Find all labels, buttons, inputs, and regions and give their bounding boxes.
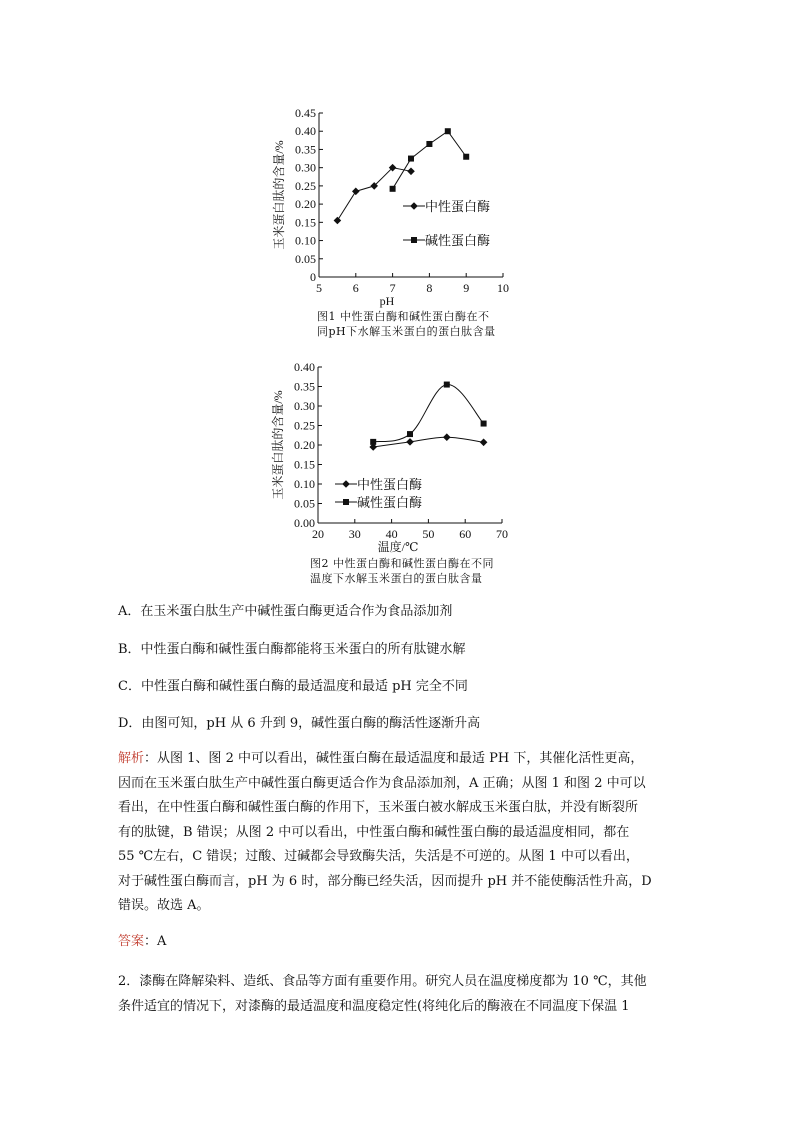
legend-label: 中性蛋白酶 [357, 477, 423, 492]
analysis-line-3: 看出，在中性蛋白酶和碱性蛋白酶的作用下，玉米蛋白被水解成玉米蛋白肽，并没有断裂所 [118, 800, 639, 815]
option-d: D．由图可知，pH 从 6 升到 9，碱性蛋白酶的酶活性逐渐升高 [118, 716, 481, 731]
fig2-caption-line-2: 温度下水解玉米蛋白的蛋白肽含量 [310, 572, 483, 585]
y-tick-label: 0.15 [294, 457, 315, 472]
x-tick-label: 50 [422, 527, 435, 541]
x-tick-label: 8 [426, 281, 433, 295]
analysis-colon: ： [144, 751, 158, 766]
data-point-square [370, 439, 376, 445]
x-axis-label: pH [379, 294, 395, 308]
data-point-diamond [443, 433, 451, 441]
analysis-line-1 [118, 747, 684, 772]
y-tick-label: 0.30 [294, 399, 315, 413]
series-line-square [393, 131, 467, 189]
x-tick-label: 40 [385, 527, 398, 541]
x-tick-label: 10 [497, 281, 509, 295]
option-a: A．在玉米蛋白肽生产中碱性蛋白酶更适合作为食品添加剂 [118, 604, 453, 619]
analysis-paragraph [118, 747, 684, 919]
fig1-caption-line-1: 图1 中性蛋白酶和碱性蛋白酶在不 [317, 310, 490, 323]
answer-colon: ： [144, 934, 158, 949]
legend-marker-square-icon [343, 499, 349, 505]
legend-marker-square-icon [411, 237, 417, 243]
y-tick-label: 0.15 [295, 215, 316, 230]
data-point-diamond [407, 168, 415, 176]
analysis-line-7: 错误。故选 A。 [118, 898, 210, 913]
x-tick-label: 30 [348, 527, 361, 541]
data-point-square [463, 154, 469, 160]
fig1-caption [317, 309, 496, 339]
data-point-diamond [334, 217, 342, 225]
y-tick-label: 0.00 [294, 516, 315, 530]
analysis-line-6: 对于碱性蛋白酶而言，pH 为 6 时，部分酶已经失活，因而提升 pH 并不能使酶活性升高，D [118, 873, 652, 889]
data-point-square [481, 421, 487, 427]
data-point-diamond [480, 438, 488, 446]
fig2-caption [310, 556, 494, 586]
option-c: C．中性蛋白酶和碱性蛋白酶的最适温度和最适 pH 完全不同 [118, 679, 468, 694]
x-tick-label: 9 [463, 281, 470, 295]
legend-marker-diamond-icon [410, 202, 418, 210]
y-axis-label: 玉米蛋白肽的含量/% [271, 390, 285, 500]
question-2-line-2: 条件适宜的情况下，对漆酶的最适温度和温度稳定性(将纯化后的酶液在不同温度下保温 1 [118, 998, 630, 1014]
legend-marker-diamond-icon [342, 480, 350, 488]
legend-label: 中性蛋白酶 [425, 199, 491, 214]
y-tick-label: 0.35 [295, 142, 316, 157]
series-line-diamond [337, 168, 411, 221]
answer-label: 答案 [118, 934, 145, 949]
analysis-text-1: 从图 1、图 2 中可以看出，碱性蛋白酶在最适温度和最适 PH 下，其催化活性更高， [157, 751, 644, 766]
y-tick-label: 0.40 [295, 124, 316, 139]
legend-label: 碱性蛋白酶 [357, 495, 423, 510]
y-axis-label: 玉米蛋白肽的含量/% [272, 140, 286, 250]
y-tick-label: 0.10 [294, 477, 315, 491]
y-tick-label: 0.30 [295, 160, 316, 175]
option-b: B．中性蛋白酶和碱性蛋白酶都能将玉米蛋白的所有肽键水解 [118, 642, 466, 657]
y-tick-label: 0.20 [295, 197, 316, 212]
analysis-line-5: 55 ℃左右，C 错误；过酸、过碱都会导致酶失活，失活是不可逆的。从图 1 中可以看出， [118, 849, 639, 864]
x-tick-label: 7 [389, 281, 396, 295]
x-axis-label: 温度/℃ [377, 540, 419, 554]
question-2-line-1: 2．漆酶在降解染料、造纸、食品等方面有重要作用。研究人员在温度梯度都为 10 ℃，其他 [118, 974, 647, 989]
x-tick-label: 60 [459, 527, 472, 541]
analysis-line-4: 有的肽键，B 错误；从图 2 中可以看出，中性蛋白酶和碱性蛋白酶的最适温度相同，都在 [118, 824, 630, 840]
data-point-diamond [352, 188, 360, 196]
y-tick-label: 0.05 [295, 251, 316, 266]
fig1-plot [271, 106, 509, 308]
data-point-square [390, 186, 396, 192]
data-point-square [408, 156, 414, 162]
y-tick-label: 0.40 [294, 360, 315, 374]
series-line-diamond [373, 437, 483, 447]
y-tick-label: 0.35 [294, 379, 315, 394]
x-tick-label: 6 [352, 281, 359, 295]
data-point-square [444, 382, 450, 388]
fig2-caption-line-1: 图2 中性蛋白酶和碱性蛋白酶在不同 [310, 557, 494, 570]
y-tick-label: 0 [310, 270, 316, 284]
y-tick-label: 0.25 [295, 178, 316, 193]
analysis-label: 解析 [118, 751, 145, 766]
y-tick-label: 0.20 [294, 438, 315, 452]
legend-label: 碱性蛋白酶 [425, 233, 491, 248]
x-tick-label: 20 [312, 527, 324, 541]
fig2-plot [270, 360, 508, 554]
answer-line [118, 930, 684, 955]
x-tick-label: 5 [316, 281, 322, 295]
answer-value: A [157, 934, 167, 949]
question-2 [118, 970, 684, 1019]
series-line-square [373, 384, 483, 441]
y-tick-label: 0.10 [295, 233, 316, 248]
y-tick-label: 0.25 [294, 418, 315, 433]
data-point-square [445, 128, 451, 134]
data-point-square [426, 141, 432, 147]
x-tick-label: 70 [496, 527, 508, 541]
y-tick-label: 0.05 [294, 496, 315, 511]
fig1-caption-line-2: 同pH下水解玉米蛋白的蛋白肽含量 [317, 325, 496, 338]
y-tick-label: 0.45 [295, 106, 316, 120]
analysis-line-2: 因而在玉米蛋白肽生产中碱性蛋白酶更适合作为食品添加剂，A 正确；从图 1 和图 2 中可以 [118, 775, 646, 791]
data-point-diamond [406, 438, 414, 446]
data-point-square [407, 431, 413, 437]
